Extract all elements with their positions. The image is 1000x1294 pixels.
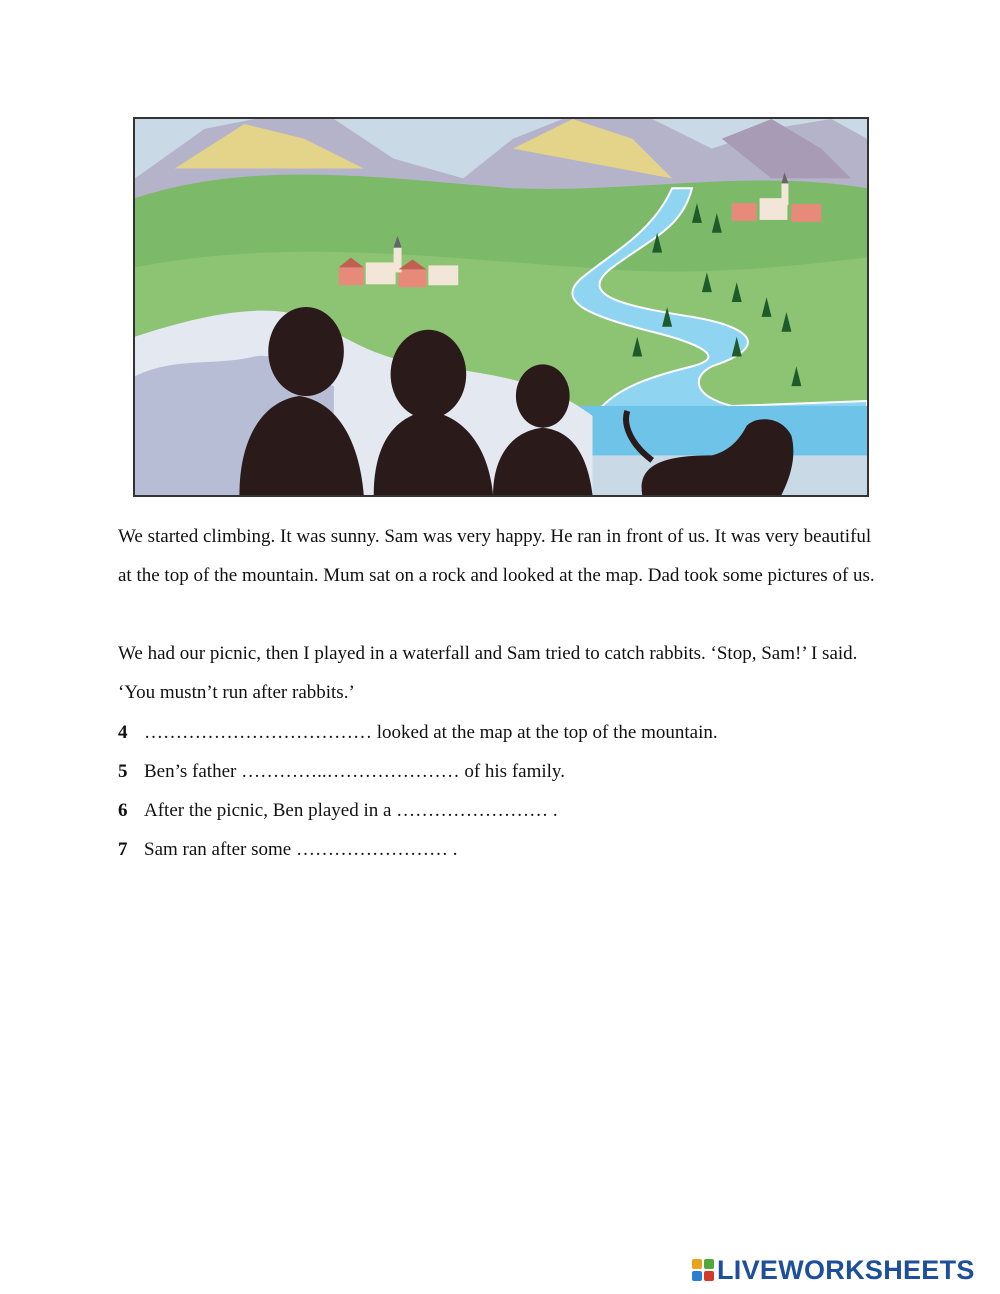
family-silhouette-mountain-landscape-icon: [135, 119, 867, 495]
question-text[interactable]: ……………………………… looked at the map at the top of the mountain.: [144, 722, 718, 743]
question-number: 7: [118, 839, 128, 860]
liveworksheets-logo: [692, 1254, 975, 1286]
logo-text: LIVEWORKSHEETS: [717, 1254, 975, 1285]
question-number: 6: [118, 800, 128, 821]
logo-squares-icon: [692, 1259, 714, 1281]
question-text[interactable]: Sam ran after some …………………… .: [144, 839, 458, 860]
question-6: [118, 791, 558, 830]
question-text[interactable]: After the picnic, Ben played in a …………………… .: [144, 800, 558, 821]
story-illustration: [133, 117, 869, 497]
story-paragraph-1: We started climbing. It was sunny. Sam was very happy. He ran in front of us. It was very beautiful at the top of the mountain. Mum sat on a rock and looked at the map. Dad took some pictures of us.: [118, 526, 875, 586]
question-number: 5: [118, 761, 128, 782]
question-4: [118, 713, 718, 752]
question-number: 4: [118, 722, 128, 743]
question-text[interactable]: Ben’s father …………..………………… of his family.: [144, 761, 565, 782]
question-7: [118, 830, 457, 869]
question-5: [118, 752, 565, 791]
story-paragraph-2: We had our picnic, then I played in a waterfall and Sam tried to catch rabbits. ‘Stop, Sam!’ I said. ‘You mustn’t run after rabbits.’: [118, 643, 858, 703]
